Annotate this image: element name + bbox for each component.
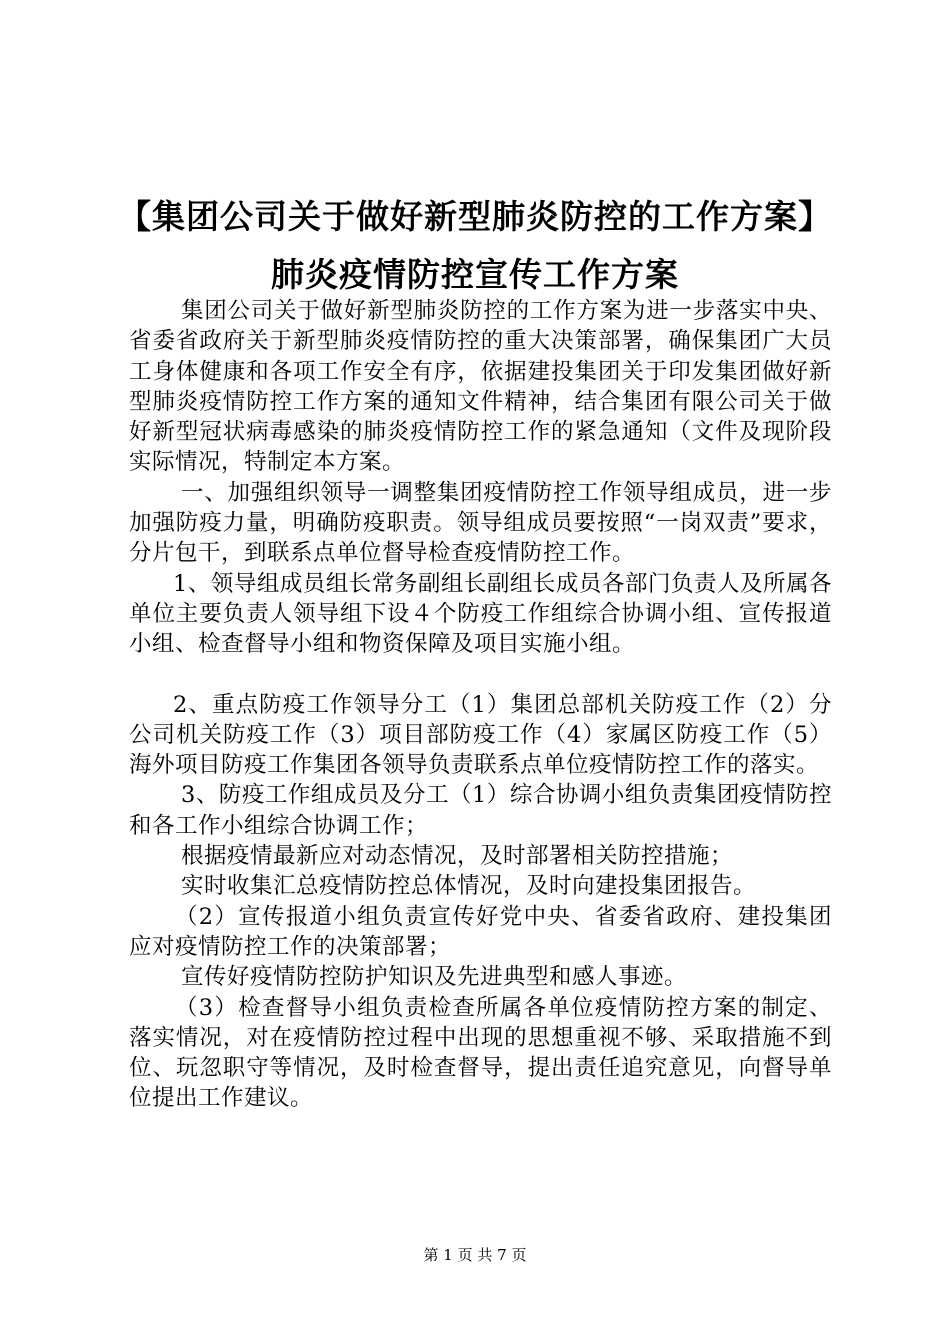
paragraph-item-2: 2、重点防疫工作领导分工（1）集团总部机关防疫工作（2）分公司机关防疫工作（3）项目部防疫工作（4）家属区防疫工作（5）海外项目防疫工作集团各领导负责联系点单位疫情防控工作的落实。: [129, 691, 832, 779]
paragraph-section-1: 一、加强组织领导一调整集团疫情防控工作领导组成员，进一步加强防疫力量，明确防疫职责。领导组成员要按照“一岗双责”要求，分片包干，到联系点单位督导检查疫情防控工作。: [129, 479, 832, 567]
paragraph-measures: 根据疫情最新应对动态情况，及时部署相关防控措施；: [181, 843, 734, 870]
paragraph-report: 实时收集汇总疫情防控总体情况，及时向建投集团报告。: [181, 873, 757, 900]
paragraph-intro: 集团公司关于做好新型肺炎防控的工作方案为进一步落实中央、省委省政府关于新型肺炎疫情防控的重大决策部署，确保集团广大员工身体健康和各项工作安全有序，依据建投集团关于印发集团做好新型肺炎疫情防控工作方案的通知文件精神，结合集团有限公司关于做好新型冠状病毒感染的肺炎疫情防控工作的紧急通知（文件及现阶段实际情况，特制定本方案。: [129, 298, 832, 476]
paragraph-publicity-knowledge: 宣传好疫情防控防护知识及先进典型和感人事迹。: [181, 964, 688, 991]
paragraph-item-3: 3、防疫工作组成员及分工（1）综合协调小组负责集团疫情防控和各工作小组综合协调工作；: [129, 782, 832, 839]
paragraph-item-1: 1、领导组成员组长常务副组长副组长成员各部门负责人及所属各单位主要负责人领导组下设４个防疫工作组综合协调小组、宣传报道小组、检查督导小组和物资保障及项目实施小组。: [129, 570, 832, 658]
paragraph-inspection: （3）检查督导小组负责检查所属各单位疫情防控方案的制定、落实情况，对在疫情防控过程中出现的思想重视不够、采取措施不到位、玩忽职守等情况，及时检查督导，提出责任追究意见，向督导单位提出工作建议。: [129, 994, 832, 1112]
page-number-footer: 第 1 页 共 7 页: [423, 1246, 527, 1264]
document-body: [129, 296, 832, 1114]
paragraph-publicity: （2）宣传报道小组负责宣传好党中央、省委省政府、建投集团应对疫情防控工作的决策部署；: [129, 903, 832, 960]
document-title: 【集团公司关于做好新型肺炎防控的工作方案】肺炎疫情防控宣传工作方案: [118, 197, 832, 294]
